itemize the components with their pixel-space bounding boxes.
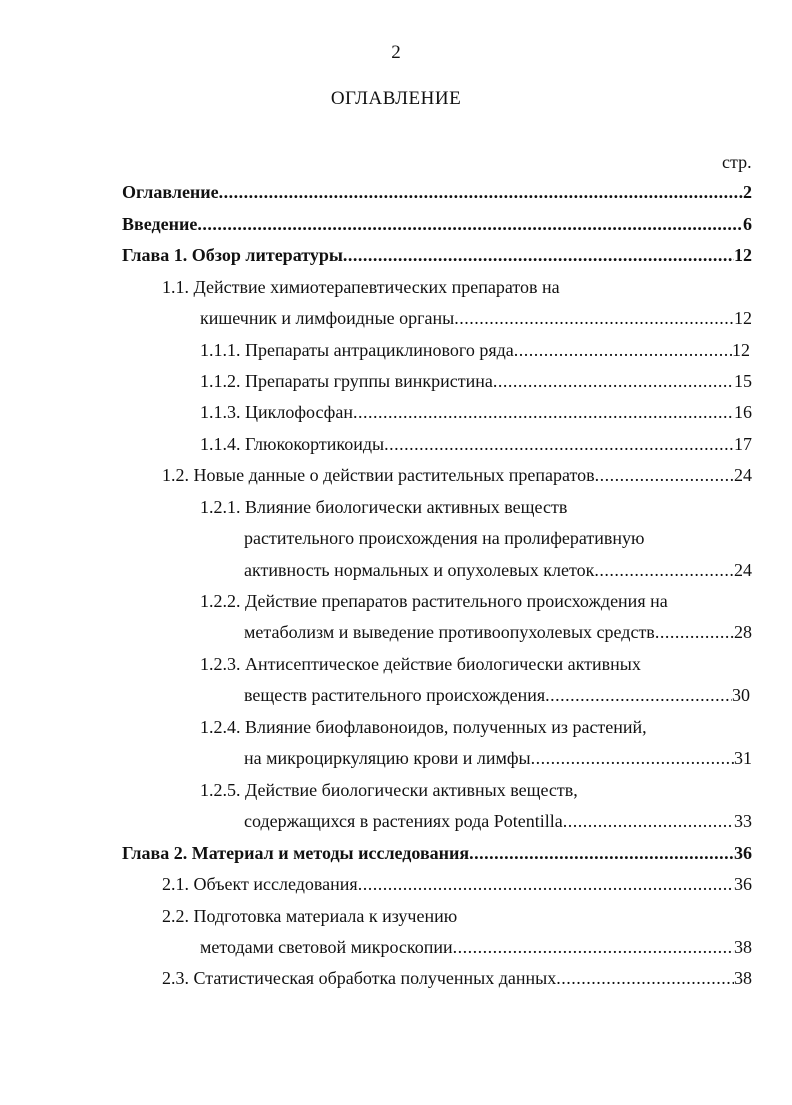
toc-entry-2-3[interactable] [162, 967, 752, 989]
toc-entry-page: 12 [732, 340, 750, 360]
toc-entry-page: 12 [734, 245, 752, 265]
toc-entry-page: 24 [734, 465, 752, 485]
toc-entry-label: 1.2.2. Действие препаратов растительного происхождения на [200, 591, 668, 611]
toc-entry-page: 28 [734, 622, 752, 642]
toc-leader-dots [219, 181, 743, 203]
toc-entry-label: 1.1. Действие химиотерапевтических препаратов на [162, 277, 560, 297]
toc-entry-1-2-3[interactable] [244, 684, 750, 706]
toc-entry-1-2[interactable] [162, 464, 752, 486]
toc-entry-2-2-line-1[interactable] [162, 905, 457, 927]
toc-entry-label: методами световой микроскопии [200, 937, 453, 957]
toc-entry-chapter-2[interactable] [122, 842, 752, 864]
toc-entry-1-2-4[interactable] [244, 747, 752, 769]
toc-entry-1-1-4[interactable] [200, 433, 752, 455]
toc-entry-1-1-3[interactable] [200, 401, 752, 423]
toc-entry-introduction[interactable] [122, 213, 752, 235]
toc-entry-label: кишечник и лимфоидные органы [200, 308, 455, 328]
toc-entry-1-1-1[interactable] [200, 339, 750, 361]
toc-entry-label: 1.2.3. Антисептическое действие биологически активных [200, 654, 641, 674]
page-number: 2 [391, 42, 401, 63]
toc-entry-label: 1.2.4. Влияние биофлавоноидов, полученных из растений, [200, 717, 647, 737]
toc-entry-label: 2.2. Подготовка материала к изучению [162, 906, 458, 926]
toc-entry-page: 36 [734, 843, 752, 863]
toc-entry-label: 1.1.3. Циклофосфан [200, 402, 353, 422]
toc-entry-page: 12 [734, 308, 752, 328]
toc-leader-dots [655, 621, 734, 643]
toc-entry-1-2-5[interactable] [244, 810, 752, 832]
toc-leader-dots [469, 842, 734, 864]
toc-entry-label: содержащихся в растениях рода Potentilla [244, 811, 563, 831]
toc-entry-1-2-5-line-1[interactable] [200, 779, 578, 801]
page-title: ОГЛАВЛЕНИЕ [330, 88, 462, 109]
toc-entry-page: 6 [743, 214, 752, 234]
toc-entry-label: 2.3. Статистическая обработка полученных данных [162, 968, 557, 988]
toc-entry-page: 38 [734, 937, 752, 957]
toc-leader-dots [384, 433, 734, 455]
toc-entry-page: 24 [734, 560, 752, 580]
toc-leader-dots [556, 967, 734, 989]
toc-entry-label: 1.1.4. Глюкокортикоиды [200, 434, 385, 454]
toc-leader-dots [514, 339, 732, 361]
toc-entry-label: 1.1.1. Препараты антрациклинового ряда [200, 340, 514, 360]
toc-leader-dots [197, 213, 743, 235]
toc-leader-dots [343, 244, 734, 266]
toc-entry-page: 16 [734, 402, 752, 422]
toc-entry-1-2-1-line-1[interactable] [200, 496, 567, 518]
toc-entry-2-2[interactable] [200, 936, 752, 958]
toc-leader-dots [594, 559, 734, 581]
toc-entry-label: Оглавление [122, 182, 219, 202]
toc-leader-dots [358, 873, 734, 895]
toc-entry-chapter-1[interactable] [122, 244, 752, 266]
toc-entry-page: 2 [743, 182, 752, 202]
toc-entry-page: 33 [734, 811, 752, 831]
page-column-label: стр. [722, 152, 752, 172]
toc-entry-label: 1.2.1. Влияние биологически активных веществ [200, 497, 568, 517]
toc-entry-label: 2.1. Объект исследования [162, 874, 358, 894]
toc-leader-dots [595, 464, 734, 486]
toc-leader-dots [563, 810, 734, 832]
toc-entry-1-2-1-line-2[interactable] [244, 527, 645, 549]
toc-entry-label: активность нормальных и опухолевых клеток [244, 560, 595, 580]
toc-leader-dots [493, 370, 734, 392]
toc-entry-label: 1.2.5. Действие биологически активных веществ, [200, 780, 578, 800]
toc-entry-contents[interactable] [122, 181, 752, 203]
toc-entry-1-2-4-line-1[interactable] [200, 716, 647, 738]
toc-entry-label: Введение [122, 214, 198, 234]
toc-entry-page: 38 [734, 968, 752, 988]
toc-entry-2-1[interactable] [162, 873, 752, 895]
toc-entry-label: 1.1.2. Препараты группы винкристина [200, 371, 493, 391]
toc-entry-page: 30 [732, 685, 750, 705]
toc-leader-dots [545, 684, 732, 706]
toc-entry-1-2-2[interactable] [244, 621, 752, 643]
toc-entry-1-1-line-1[interactable] [162, 276, 560, 298]
toc-leader-dots [353, 401, 734, 423]
toc-entry-label: метаболизм и выведение противоопухолевых средств [244, 622, 655, 642]
toc-leader-dots [454, 307, 734, 329]
toc-entry-1-2-2-line-1[interactable] [200, 590, 668, 612]
toc-entry-1-1-2[interactable] [200, 370, 752, 392]
toc-entry-page: 36 [734, 874, 752, 894]
toc-entry-label: 1.2. Новые данные о действии растительных препаратов [162, 465, 595, 485]
toc-entry-label: Глава 1. Обзор литературы [122, 245, 343, 265]
toc-leader-dots [453, 936, 734, 958]
toc-entry-label: растительного происхождения на пролиферативную [244, 528, 645, 548]
toc-entry-page: 15 [734, 371, 752, 391]
toc-entry-1-2-1[interactable] [244, 559, 752, 581]
toc-entry-label: на микроциркуляцию крови и лимфы [244, 748, 531, 768]
toc-entry-1-1[interactable] [200, 307, 752, 329]
toc-entry-page: 31 [734, 748, 752, 768]
toc-entry-1-2-3-line-1[interactable] [200, 653, 641, 675]
toc-entry-label: веществ растительного происхождения [244, 685, 546, 705]
toc-entry-page: 17 [734, 434, 752, 454]
toc-entry-label: Глава 2. Материал и методы исследования [122, 843, 470, 863]
toc-leader-dots [531, 747, 734, 769]
